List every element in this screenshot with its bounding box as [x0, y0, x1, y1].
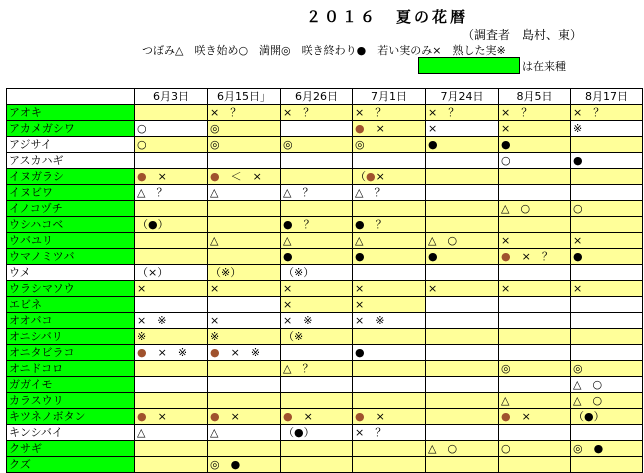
observation-cell: （×） [135, 265, 208, 281]
observation-cell: ※ [208, 329, 281, 345]
observation-cell [135, 105, 208, 121]
plant-name: ウメ [7, 265, 135, 281]
observation-cell: △ [281, 233, 353, 249]
observation-cell: ◎ [353, 137, 426, 153]
plant-name: イヌガラシ [7, 169, 135, 185]
observation-cell: ○ [135, 137, 208, 153]
table-row [7, 201, 643, 217]
date-header: 8月5日 [499, 89, 571, 105]
plant-name: ウバユリ [7, 233, 135, 249]
observation-cell [135, 249, 208, 265]
plant-name: キツネノボタン [7, 409, 135, 425]
observation-cell [571, 185, 643, 201]
observation-cell [208, 153, 281, 169]
observation-cell: （※） [281, 265, 353, 281]
observation-cell: ● [281, 249, 353, 265]
observation-cell [426, 153, 499, 169]
observation-cell: × ※ [281, 313, 353, 329]
observation-cell: △ [499, 393, 571, 409]
author-label: （調査者 島村、東） [462, 28, 583, 42]
table-row [7, 297, 643, 313]
observation-cell: （※ [281, 329, 353, 345]
observation-cell: ● [571, 153, 643, 169]
table-row [7, 345, 643, 361]
table-row [7, 153, 643, 169]
page-title: ２０１６ 夏の花暦 [306, 8, 469, 26]
table-row [7, 313, 643, 329]
plant-name: アスカハギ [7, 153, 135, 169]
plant-name: アジサイ [7, 137, 135, 153]
observation-cell: × ※ [135, 313, 208, 329]
observation-cell [281, 345, 353, 361]
table-row [7, 121, 643, 137]
observation-cell [426, 265, 499, 281]
observation-cell: ● [571, 249, 643, 265]
observation-cell [571, 425, 643, 441]
observation-cell [571, 265, 643, 281]
table-row [7, 217, 643, 233]
table-row [7, 393, 643, 409]
observation-cell [426, 201, 499, 217]
observation-cell: △ ○ [571, 377, 643, 393]
observation-cell [208, 249, 281, 265]
date-header: 7月24日 [426, 89, 499, 105]
observation-cell: ● [426, 137, 499, 153]
observation-cell: ● [426, 249, 499, 265]
observation-cell [281, 377, 353, 393]
plant-name: クサギ [7, 441, 135, 457]
observation-cell: ● ？ [353, 217, 426, 233]
plant-name: ガガイモ [7, 377, 135, 393]
observation-cell [571, 345, 643, 361]
observation-cell: △ [208, 233, 281, 249]
observation-cell [426, 313, 499, 329]
observation-cell [499, 377, 571, 393]
observation-cell: ◎ ● [571, 441, 643, 457]
table-row [7, 409, 643, 425]
observation-cell: ● × ※ [135, 345, 208, 361]
observation-cell [353, 201, 426, 217]
observation-cell: △ ？ [281, 361, 353, 377]
observation-cell: ● × [353, 121, 426, 137]
observation-cell: ● [353, 345, 426, 361]
table-row [7, 361, 643, 377]
observation-cell: △ ○ [499, 201, 571, 217]
table-row [7, 281, 643, 297]
date-header: 6月26日 [281, 89, 353, 105]
observation-cell: △ ？ [135, 185, 208, 201]
observation-cell: × ？ [281, 105, 353, 121]
observation-cell [499, 265, 571, 281]
observation-cell [426, 329, 499, 345]
observation-cell [499, 345, 571, 361]
observation-cell [571, 457, 643, 473]
observation-cell [135, 457, 208, 473]
observation-cell [426, 345, 499, 361]
observation-cell [353, 457, 426, 473]
observation-cell: ● [499, 137, 571, 153]
observation-cell [499, 329, 571, 345]
observation-cell: ● × [135, 409, 208, 425]
observation-cell: （●） [135, 217, 208, 233]
observation-cell [571, 169, 643, 185]
plant-name: イヌビワ [7, 185, 135, 201]
header-blank [7, 89, 135, 105]
plant-name: アカメガシワ [7, 121, 135, 137]
plant-name: ウマノミツバ [7, 249, 135, 265]
observation-cell [353, 393, 426, 409]
observation-cell: × [571, 233, 643, 249]
plant-name: オニシバリ [7, 329, 135, 345]
observation-cell: × [426, 121, 499, 137]
observation-cell [426, 409, 499, 425]
table-row [7, 441, 643, 457]
observation-cell: × ？ [353, 425, 426, 441]
observation-cell: △ [353, 233, 426, 249]
observation-cell [426, 425, 499, 441]
observation-cell: ● × [499, 409, 571, 425]
observation-cell [426, 297, 499, 313]
observation-cell: ● × [208, 409, 281, 425]
observation-cell: ● [353, 249, 426, 265]
observation-cell [499, 425, 571, 441]
observation-cell: × ？ [571, 105, 643, 121]
table-row [7, 185, 643, 201]
observation-cell: △ ○ [426, 441, 499, 457]
date-header: 6月3日 [135, 89, 208, 105]
observation-cell: （※） [208, 265, 281, 281]
observation-cell: × [208, 281, 281, 297]
plant-name: オニタビラコ [7, 345, 135, 361]
observation-cell: ◎ [571, 361, 643, 377]
observation-cell: ○ [571, 201, 643, 217]
observation-cell: × ？ [499, 105, 571, 121]
observation-cell: ● × [281, 409, 353, 425]
observation-cell: × ？ [426, 105, 499, 121]
observation-cell [426, 217, 499, 233]
observation-cell: × [135, 281, 208, 297]
date-header: 8月17日 [571, 89, 643, 105]
table-row [7, 425, 643, 441]
observation-cell: ● × [135, 169, 208, 185]
observation-cell [135, 441, 208, 457]
observation-cell [571, 313, 643, 329]
table-row [7, 233, 643, 249]
observation-cell: （●） [281, 425, 353, 441]
observation-cell [208, 361, 281, 377]
date-header-row [7, 89, 643, 105]
observation-cell: ○ [135, 121, 208, 137]
observation-cell [426, 185, 499, 201]
observation-cell: △ [208, 185, 281, 201]
observation-cell [353, 265, 426, 281]
observation-cell [135, 201, 208, 217]
observation-cell: ● ＜ × [208, 169, 281, 185]
observation-cell [426, 361, 499, 377]
observation-cell [281, 393, 353, 409]
observation-cell [208, 393, 281, 409]
observation-cell: ● × ？ [499, 249, 571, 265]
observation-cell: ● ？ [281, 217, 353, 233]
observation-cell [571, 329, 643, 345]
observation-cell [353, 153, 426, 169]
table-row [7, 329, 643, 345]
observation-cell: △ ？ [281, 185, 353, 201]
observation-cell: × [353, 281, 426, 297]
observation-cell: × [499, 121, 571, 137]
observation-cell [499, 169, 571, 185]
observation-cell: × [208, 313, 281, 329]
observation-cell [135, 153, 208, 169]
observation-cell: ○ [499, 153, 571, 169]
flower-calendar-table [6, 88, 643, 473]
observation-cell: × [281, 281, 353, 297]
observation-cell [353, 361, 426, 377]
table-row [7, 169, 643, 185]
observation-cell [208, 441, 281, 457]
plant-name: ウシハコベ [7, 217, 135, 233]
observation-cell: ◎ [208, 121, 281, 137]
observation-cell: × [499, 281, 571, 297]
observation-cell: × ？ [208, 105, 281, 121]
observation-cell [135, 297, 208, 313]
observation-cell [353, 441, 426, 457]
observation-cell: （●× [353, 169, 426, 185]
observation-cell: ◎ [499, 361, 571, 377]
observation-cell: △ ○ [571, 393, 643, 409]
observation-cell [208, 377, 281, 393]
observation-cell [426, 377, 499, 393]
table-row [7, 137, 643, 153]
observation-cell [281, 121, 353, 137]
observation-cell [499, 185, 571, 201]
observation-cell: （●） [571, 409, 643, 425]
observation-cell: ● × ※ [208, 345, 281, 361]
observation-cell [353, 329, 426, 345]
observation-cell: ◎ [208, 137, 281, 153]
plant-name: オオバコ [7, 313, 135, 329]
observation-cell [281, 169, 353, 185]
observation-cell [426, 393, 499, 409]
observation-cell [426, 169, 499, 185]
observation-cell [208, 217, 281, 233]
observation-cell: ※ [571, 121, 643, 137]
observation-cell: × [426, 281, 499, 297]
plant-name: キンシバイ [7, 425, 135, 441]
observation-cell: × [353, 297, 426, 313]
observation-cell [426, 457, 499, 473]
observation-cell [499, 313, 571, 329]
plant-name: オニドコロ [7, 361, 135, 377]
observation-cell: △ [208, 425, 281, 441]
plant-name: クズ [7, 457, 135, 473]
table-row [7, 377, 643, 393]
observation-cell [571, 297, 643, 313]
date-header: 6月15日」 [208, 89, 281, 105]
plant-name: イノコヅチ [7, 201, 135, 217]
observation-cell: △ [135, 425, 208, 441]
observation-cell [499, 217, 571, 233]
observation-cell [281, 441, 353, 457]
observation-cell [208, 297, 281, 313]
observation-cell [571, 217, 643, 233]
observation-cell: ◎ [281, 137, 353, 153]
observation-cell: △ ？ [353, 185, 426, 201]
observation-cell [135, 361, 208, 377]
native-color-swatch [418, 57, 520, 74]
observation-cell: △ ○ [426, 233, 499, 249]
observation-cell: ● × [353, 409, 426, 425]
observation-cell [135, 377, 208, 393]
observation-cell: ○ [499, 441, 571, 457]
observation-cell: × [499, 233, 571, 249]
plant-name: エビネ [7, 297, 135, 313]
observation-cell [571, 137, 643, 153]
date-header: 7月1日 [353, 89, 426, 105]
observation-cell [208, 201, 281, 217]
observation-cell [135, 233, 208, 249]
observation-cell [499, 457, 571, 473]
plant-name: アオキ [7, 105, 135, 121]
native-note: は在来種 [522, 60, 566, 73]
observation-cell [135, 393, 208, 409]
observation-cell [499, 297, 571, 313]
observation-cell: ◎ ● [208, 457, 281, 473]
observation-cell [281, 153, 353, 169]
observation-cell: × [571, 281, 643, 297]
table-row [7, 105, 643, 121]
observation-cell [281, 201, 353, 217]
observation-cell: ※ [135, 329, 208, 345]
observation-cell [281, 457, 353, 473]
observation-cell: × ※ [353, 313, 426, 329]
observation-cell [353, 377, 426, 393]
table-row [7, 265, 643, 281]
plant-name: カラスウリ [7, 393, 135, 409]
plant-name: ウラシマソウ [7, 281, 135, 297]
legend: つぼみ△ 咲き始め○ 満開◎ 咲き終わり● 若い実のみ× 熟した実※ [142, 44, 506, 57]
observation-cell: × [281, 297, 353, 313]
observation-cell: × ？ [353, 105, 426, 121]
table-row [7, 249, 643, 265]
table-row [7, 457, 643, 473]
